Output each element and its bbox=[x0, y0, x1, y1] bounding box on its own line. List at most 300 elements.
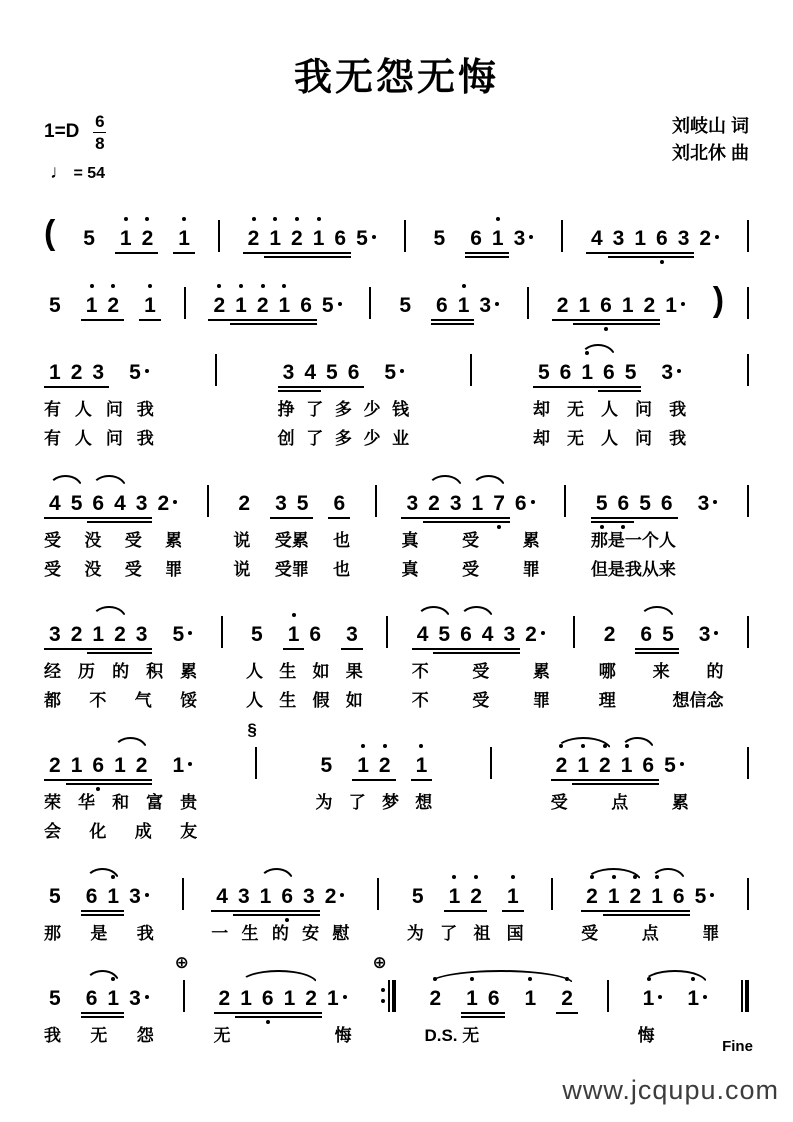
note-digit: 1 bbox=[114, 753, 126, 777]
underline bbox=[646, 914, 668, 916]
notes-row bbox=[412, 598, 550, 648]
note-digit: 6 bbox=[487, 986, 500, 1010]
lyric-unit: 人 bbox=[246, 690, 264, 710]
note-digit: 2 bbox=[525, 622, 537, 646]
note-digit: 4 bbox=[304, 360, 316, 384]
note-digit: 6 bbox=[85, 884, 98, 908]
note bbox=[594, 753, 616, 779]
lyric-unit: 说 bbox=[233, 530, 251, 550]
note-digit: 1 bbox=[416, 753, 428, 779]
note-digit: 5 bbox=[70, 491, 83, 515]
slur-arc bbox=[85, 970, 120, 984]
underline bbox=[131, 779, 153, 781]
lyric-unit: D.S. 无 bbox=[424, 1025, 480, 1045]
note bbox=[341, 622, 363, 648]
underline bbox=[586, 252, 608, 254]
note bbox=[591, 491, 613, 517]
underline bbox=[44, 386, 66, 388]
measure bbox=[246, 598, 363, 712]
note bbox=[572, 753, 594, 779]
note-digit: 4 bbox=[114, 491, 126, 515]
note bbox=[407, 884, 429, 910]
note-digit: 2 bbox=[213, 293, 225, 319]
note-digit: 1 bbox=[621, 753, 633, 779]
octave-dot-high bbox=[625, 744, 629, 748]
octave-dot-high bbox=[148, 284, 152, 288]
note bbox=[44, 753, 66, 779]
note bbox=[81, 293, 103, 319]
lyric-unit: 我 bbox=[669, 399, 687, 419]
note bbox=[656, 491, 678, 517]
underline bbox=[634, 517, 656, 519]
underline bbox=[87, 652, 109, 654]
lyric-unit: 果 bbox=[345, 661, 363, 681]
lyric-unit: 历 bbox=[78, 661, 96, 681]
coda-icon: ⊕ bbox=[174, 952, 189, 972]
note bbox=[690, 884, 720, 910]
duration-dot bbox=[703, 995, 707, 999]
underline bbox=[233, 910, 255, 912]
measure bbox=[401, 467, 539, 581]
measure bbox=[551, 729, 689, 821]
slur-arc bbox=[91, 606, 126, 620]
barline bbox=[607, 980, 609, 1012]
lyric-unit: 人 bbox=[74, 399, 92, 419]
underline bbox=[433, 652, 455, 654]
note-digit: 1 bbox=[458, 293, 470, 319]
note-digit: 1 bbox=[687, 986, 699, 1012]
note bbox=[308, 226, 330, 252]
underline bbox=[109, 517, 131, 519]
note bbox=[423, 491, 445, 517]
note-digit: 6 bbox=[672, 884, 685, 908]
lyric-unit: 我 bbox=[44, 1025, 61, 1045]
underline bbox=[257, 1012, 279, 1014]
underline bbox=[465, 252, 487, 254]
underline bbox=[433, 648, 455, 650]
underline bbox=[455, 648, 477, 650]
note-digit: 5 bbox=[129, 360, 141, 384]
note bbox=[520, 622, 550, 648]
underline bbox=[445, 517, 467, 519]
note bbox=[556, 986, 578, 1012]
final-barline bbox=[722, 980, 753, 1055]
note-digit: 6 bbox=[92, 753, 104, 779]
note-digit: 5 bbox=[662, 622, 674, 646]
underline bbox=[603, 914, 625, 916]
music-system bbox=[44, 336, 749, 450]
note-digit: 1 bbox=[313, 226, 325, 252]
note-digit: 1 bbox=[279, 293, 291, 319]
lyric-unit: 富 bbox=[146, 792, 164, 812]
note bbox=[502, 884, 524, 910]
underline bbox=[573, 319, 595, 321]
note-digit: 6 bbox=[656, 226, 668, 252]
note bbox=[233, 491, 255, 517]
notes-row bbox=[407, 860, 524, 910]
slur-arc bbox=[428, 970, 573, 984]
octave-dot-high bbox=[691, 977, 695, 981]
duration-dot bbox=[677, 369, 681, 373]
underline bbox=[617, 319, 639, 321]
note bbox=[581, 884, 603, 910]
note-digit: 3 bbox=[282, 360, 295, 384]
note-digit: 1 bbox=[449, 884, 461, 910]
underline bbox=[374, 779, 396, 781]
measure bbox=[591, 467, 722, 581]
note bbox=[44, 986, 66, 1012]
duration-dot bbox=[372, 235, 376, 239]
lyric-unit: 贵 bbox=[180, 792, 198, 812]
note-digit: 3 bbox=[677, 226, 690, 250]
note bbox=[693, 491, 723, 517]
barline bbox=[527, 287, 529, 319]
underline bbox=[488, 521, 510, 523]
slur-arc bbox=[239, 970, 318, 984]
note-digit: 3 bbox=[449, 491, 462, 515]
note bbox=[613, 491, 635, 517]
note-digit: 5 bbox=[411, 884, 424, 908]
lyric-unit: 不 bbox=[89, 690, 107, 710]
underline bbox=[617, 323, 639, 325]
lyric-row bbox=[44, 690, 197, 712]
note-digit: 5 bbox=[49, 293, 61, 317]
note-digit: 1 bbox=[525, 986, 537, 1012]
lyric-unit: 累 bbox=[671, 792, 689, 812]
note-digit: 5 bbox=[694, 884, 707, 908]
note-digit: 3 bbox=[135, 622, 148, 646]
lyric-unit: 生 bbox=[241, 923, 259, 943]
underline bbox=[423, 521, 445, 523]
barline-line bbox=[741, 980, 743, 1012]
lyric-unit: 受 bbox=[581, 923, 599, 943]
system-line bbox=[44, 202, 749, 252]
lyric-unit: 受 bbox=[462, 530, 479, 550]
note bbox=[139, 293, 161, 319]
underline bbox=[591, 521, 613, 523]
measure bbox=[243, 202, 381, 252]
note-digit: 2 bbox=[428, 491, 440, 515]
note-digit: 5 bbox=[639, 491, 651, 515]
repeat-dots bbox=[381, 988, 385, 1003]
notes-row bbox=[316, 729, 433, 779]
note bbox=[320, 884, 350, 910]
lyric-unit: 多 bbox=[334, 399, 352, 419]
lyric-unit: 也 bbox=[333, 530, 351, 550]
lyric-unit: 一 bbox=[211, 923, 229, 943]
note-digit: 2 bbox=[114, 622, 126, 646]
underline bbox=[551, 779, 573, 781]
duration-dot bbox=[340, 893, 344, 897]
underline bbox=[635, 648, 657, 650]
lyric-unit: 受 bbox=[472, 661, 490, 681]
measure bbox=[581, 860, 719, 945]
underline bbox=[295, 319, 317, 321]
underline bbox=[487, 252, 509, 254]
note bbox=[283, 622, 305, 648]
underline bbox=[467, 521, 489, 523]
note bbox=[668, 884, 690, 910]
lyric-unit: 少 bbox=[363, 428, 381, 448]
note bbox=[657, 622, 679, 648]
octave-dot-high bbox=[383, 744, 387, 748]
lyric-unit: 罪 bbox=[165, 559, 183, 579]
underline bbox=[637, 783, 659, 785]
lyric-row bbox=[278, 428, 409, 450]
underline bbox=[255, 910, 277, 912]
underline bbox=[455, 652, 477, 654]
note-digit: 5 bbox=[537, 360, 550, 384]
underline bbox=[651, 252, 673, 254]
slur-group bbox=[455, 622, 498, 648]
barline bbox=[747, 616, 749, 648]
note-digit: 1 bbox=[70, 753, 83, 777]
note bbox=[276, 884, 298, 910]
lyric-unit: 累 bbox=[522, 530, 540, 550]
note-digit: 5 bbox=[356, 226, 368, 250]
duration-dot bbox=[400, 369, 404, 373]
note-digit: 4 bbox=[49, 491, 61, 515]
slur-group bbox=[87, 622, 130, 648]
note bbox=[673, 226, 695, 252]
octave-dot-high bbox=[292, 613, 296, 617]
note-digit: 2 bbox=[305, 986, 317, 1010]
note bbox=[487, 226, 509, 252]
underline bbox=[87, 517, 109, 519]
note bbox=[109, 753, 131, 779]
barline bbox=[747, 485, 749, 517]
lyric-unit: 友 bbox=[180, 821, 198, 841]
lyric-unit: 积 bbox=[146, 661, 164, 681]
slur-arc bbox=[85, 868, 120, 882]
lyric-unit: 罪 bbox=[532, 690, 550, 710]
lyric-row bbox=[638, 1025, 712, 1047]
underline bbox=[477, 652, 499, 654]
slur-group bbox=[576, 360, 619, 386]
lyric-row bbox=[401, 530, 539, 552]
lyric-row bbox=[278, 399, 409, 421]
notes-row bbox=[44, 598, 197, 648]
lyric-row bbox=[424, 1025, 577, 1047]
note bbox=[167, 753, 197, 779]
lyric-unit: 梦 bbox=[382, 792, 399, 812]
underline bbox=[656, 517, 678, 519]
underline bbox=[555, 386, 577, 388]
lyric-unit: 问 bbox=[635, 428, 653, 448]
note-digit: 1 bbox=[288, 622, 300, 648]
duration-dot bbox=[531, 500, 535, 504]
underline bbox=[300, 1012, 322, 1014]
note bbox=[552, 293, 574, 319]
note-digit: 6 bbox=[85, 986, 98, 1010]
lyric-unit: 点 bbox=[641, 923, 659, 943]
slur-group bbox=[235, 986, 322, 1012]
underline bbox=[572, 779, 594, 781]
underline bbox=[595, 323, 617, 325]
note bbox=[44, 360, 66, 386]
lyric-unit: 了 bbox=[306, 428, 324, 448]
underline bbox=[233, 914, 255, 916]
barline-line bbox=[388, 980, 390, 1012]
note bbox=[520, 986, 542, 1012]
lyric-unit: 悔 bbox=[637, 1025, 655, 1045]
quarter-note-icon: ♩ bbox=[50, 161, 69, 183]
note bbox=[328, 491, 350, 517]
music-system bbox=[44, 860, 749, 945]
underline bbox=[131, 648, 153, 650]
notes-row bbox=[44, 269, 161, 319]
note-digit: 3 bbox=[698, 622, 711, 646]
note-digit: 5 bbox=[49, 986, 61, 1010]
note bbox=[474, 293, 504, 319]
underline bbox=[576, 386, 598, 388]
octave-dot-high bbox=[90, 284, 94, 288]
lyric-unit: 受 bbox=[550, 792, 568, 812]
barline bbox=[490, 747, 492, 779]
slur-arc bbox=[91, 475, 126, 489]
lyric-unit: 罪 bbox=[702, 923, 720, 943]
note bbox=[252, 293, 274, 319]
note bbox=[233, 884, 255, 910]
lyric-row bbox=[44, 792, 197, 814]
lyric-unit: 不 bbox=[411, 690, 429, 710]
lyric-unit: 人 bbox=[74, 428, 92, 448]
note bbox=[81, 986, 103, 1012]
underline bbox=[595, 319, 617, 321]
system-line bbox=[44, 719, 749, 843]
lyric-unit: 无 bbox=[566, 428, 584, 448]
underline bbox=[131, 783, 153, 785]
underline bbox=[81, 319, 103, 321]
fine-label: Fine bbox=[722, 1037, 753, 1055]
note-digit: 2 bbox=[238, 491, 251, 515]
notes-row bbox=[78, 202, 195, 252]
note-digit: 2 bbox=[379, 753, 391, 779]
note-digit: 4 bbox=[590, 226, 603, 250]
octave-dot-high bbox=[433, 977, 437, 981]
note-digit: 5 bbox=[172, 622, 185, 646]
lyric-unit: 有 bbox=[44, 399, 61, 419]
notes-row bbox=[214, 962, 352, 1012]
octave-dot-high bbox=[511, 875, 515, 879]
octave-dot-high bbox=[528, 977, 532, 981]
underline bbox=[243, 252, 265, 254]
note-digit: 6 bbox=[436, 293, 448, 317]
note bbox=[124, 360, 154, 386]
underline bbox=[598, 390, 620, 392]
note-digit: 1 bbox=[107, 986, 119, 1012]
lyric-unit: 华 bbox=[78, 792, 96, 812]
note bbox=[102, 986, 124, 1012]
lyric-unit: 受累 bbox=[274, 530, 309, 550]
note-digit: 1 bbox=[621, 293, 634, 317]
duration-dot bbox=[658, 995, 662, 999]
song-title: 我无怨无悔 bbox=[293, 57, 499, 99]
lyric-unit: 问 bbox=[105, 428, 123, 448]
underline bbox=[343, 386, 365, 388]
duration-dot bbox=[188, 762, 192, 766]
octave-dot-low bbox=[660, 260, 664, 264]
duration-dot bbox=[714, 631, 718, 635]
underline bbox=[173, 252, 195, 254]
measure bbox=[278, 336, 409, 450]
slur-group bbox=[44, 491, 87, 517]
note-digit: 6 bbox=[603, 360, 615, 384]
underline bbox=[102, 910, 124, 912]
note-digit: 5 bbox=[251, 622, 263, 646]
underline bbox=[278, 386, 300, 388]
note bbox=[208, 293, 230, 319]
lyric-unit: 如 bbox=[345, 690, 363, 710]
note-digit: 5 bbox=[326, 360, 338, 384]
lyric-unit: 祖 bbox=[473, 923, 491, 943]
system-line bbox=[44, 467, 749, 581]
note bbox=[87, 622, 109, 648]
note bbox=[660, 293, 690, 319]
notes-row bbox=[243, 202, 381, 252]
lyric-row bbox=[533, 399, 686, 421]
note-digit: 5 bbox=[83, 226, 95, 250]
octave-dot-high bbox=[474, 875, 478, 879]
note bbox=[81, 884, 103, 910]
underline bbox=[81, 914, 103, 916]
lyric-unit: 假 bbox=[312, 690, 330, 710]
underline bbox=[131, 521, 153, 523]
note-digit: 5 bbox=[664, 753, 676, 777]
note bbox=[638, 986, 668, 1012]
underline bbox=[639, 323, 661, 325]
note-digit: 1 bbox=[492, 226, 504, 252]
underline bbox=[252, 323, 274, 325]
measure bbox=[407, 860, 524, 945]
underline bbox=[279, 1016, 301, 1018]
note-digit: 3 bbox=[503, 622, 516, 646]
measure bbox=[44, 269, 161, 319]
note bbox=[109, 491, 131, 517]
underline bbox=[264, 252, 286, 254]
note-digit: 2 bbox=[470, 884, 482, 910]
note bbox=[66, 622, 88, 648]
note bbox=[465, 884, 487, 910]
note bbox=[659, 753, 689, 779]
note bbox=[599, 622, 621, 648]
underline bbox=[292, 517, 314, 519]
note bbox=[603, 884, 625, 910]
slur-group bbox=[109, 753, 152, 779]
note bbox=[343, 360, 365, 386]
duration-dot bbox=[173, 500, 177, 504]
note-digit: 6 bbox=[333, 491, 346, 515]
note-digit: 3 bbox=[479, 293, 492, 317]
underline bbox=[329, 252, 351, 254]
slur-group bbox=[646, 884, 689, 910]
underline bbox=[616, 783, 638, 785]
note bbox=[573, 293, 595, 319]
lyric-unit: 无 bbox=[213, 1025, 231, 1045]
duration-dot bbox=[681, 302, 685, 306]
note-digit: 5 bbox=[320, 753, 333, 777]
underline bbox=[44, 648, 66, 650]
measure bbox=[533, 336, 686, 450]
note bbox=[411, 753, 433, 779]
lyric-unit: 悔 bbox=[334, 1025, 352, 1045]
barline bbox=[747, 287, 749, 319]
lyric-unit: 为 bbox=[315, 792, 333, 812]
octave-dot-high bbox=[317, 217, 321, 221]
note-digit: 3 bbox=[346, 622, 358, 646]
underline bbox=[483, 1012, 505, 1014]
duration-dot bbox=[145, 995, 149, 999]
